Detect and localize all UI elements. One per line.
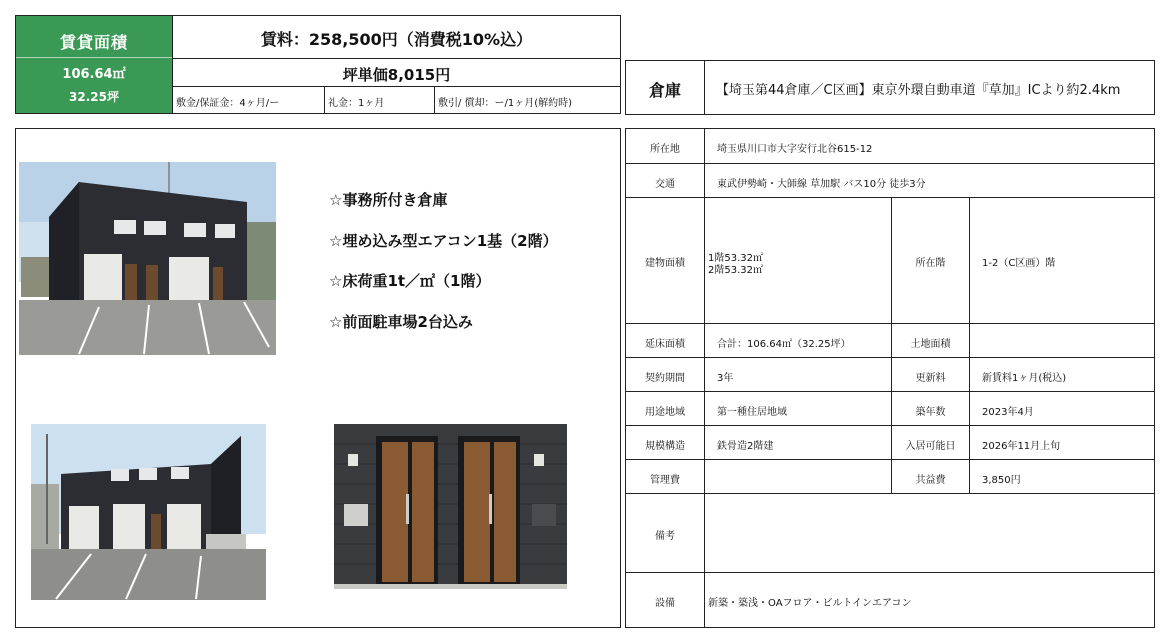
structure-value-cell: [704, 425, 892, 460]
common-fee-label: 共益費: [915, 475, 946, 486]
floor-value: 1-2（C区画）階: [982, 258, 1056, 269]
total-area-label: 延床面積: [645, 339, 685, 350]
move-in-label-cell: [891, 425, 970, 460]
location-label: 所在地: [650, 144, 680, 155]
location-label-cell: [625, 128, 705, 164]
total-area-value-cell: [704, 323, 892, 358]
contract-label: 契約期間: [645, 373, 685, 384]
renewal-value-cell: [969, 357, 1155, 392]
contract-label-cell: [625, 357, 705, 392]
mgmt-fee-label: 管理費: [650, 475, 680, 486]
common-fee-label-cell: [891, 459, 970, 494]
equipment-label-cell: [625, 572, 705, 628]
access-label: 交通: [655, 179, 675, 190]
floor-value-cell: [969, 197, 1155, 324]
contract-value-cell: [704, 357, 892, 392]
rent-per-tsubo-cell: [172, 58, 621, 87]
property-type: 倉庫: [648, 81, 681, 100]
renewal-value: 新賃料1ヶ月(税込): [982, 373, 1067, 384]
floor-label-cell: [891, 197, 970, 324]
building-front-photo: [19, 162, 276, 355]
mgmt-fee-value-cell: [704, 459, 892, 494]
move-in-value-cell: [969, 425, 1155, 460]
remarks-label: 備考: [655, 531, 675, 542]
rent-per-tsubo: 坪単価8,015円: [342, 66, 451, 84]
common-fee-value: 3,850円: [982, 475, 1021, 486]
rent-main-cell: [172, 15, 621, 59]
feature-item: ☆床荷重1t／㎡（1階）: [329, 272, 491, 290]
area-sqm: 106.64㎡: [62, 67, 126, 82]
move-in-label: 入居可能日: [905, 441, 956, 452]
zoning-value-cell: [704, 391, 892, 426]
location-value-cell: [704, 128, 1155, 164]
feature-item: ☆埋め込み型エアコン1基（2階）: [329, 232, 558, 250]
key-money-text: 礼金：1ヶ月: [328, 98, 385, 109]
remarks-label-cell: [625, 493, 705, 573]
built-label: 築年数: [915, 407, 946, 418]
photo-panel: [15, 128, 621, 628]
building-area-value-cell: [704, 197, 892, 324]
area-divider: [16, 57, 172, 58]
feature-item: ☆前面駐車場2台込み: [329, 313, 473, 331]
deposit-cell: [172, 86, 325, 114]
area-tsubo: 32.25坪: [69, 90, 119, 104]
floor-label: 所在階: [915, 258, 946, 269]
land-area-label: 土地面積: [910, 339, 951, 350]
discount-text: 敷引/ 償却：ー/1ヶ月(解約時): [438, 98, 573, 109]
area-summary: [15, 15, 173, 114]
renewal-label-cell: [891, 357, 970, 392]
rent-main: 賃料：258,500円（消費税10%込）: [260, 30, 533, 49]
building-area-floor1: 1階53.32㎡: [708, 253, 763, 264]
area-title: 賃貸面積: [59, 33, 128, 52]
total-area-value: 合計：106.64㎡（32.25坪）: [717, 339, 851, 350]
structure-label-cell: [625, 425, 705, 460]
property-type-cell: [625, 60, 705, 115]
common-fee-value-cell: [969, 459, 1155, 494]
building-area-label-cell: [625, 197, 705, 324]
move-in-value: 2026年11月上旬: [982, 441, 1061, 452]
equipment-label: 設備: [655, 598, 675, 609]
deposit-text: 敷金/保証金：4ヶ月/ー: [176, 98, 280, 109]
renewal-label: 更新料: [915, 373, 946, 384]
zoning-label-cell: [625, 391, 705, 426]
building-side-photo: [31, 424, 266, 600]
access-label-cell: [625, 163, 705, 198]
total-area-label-cell: [625, 323, 705, 358]
access-value-cell: [704, 163, 1155, 198]
zoning-label: 用途地域: [645, 407, 685, 418]
built-label-cell: [891, 391, 970, 426]
access-value: 東武伊勢崎・大師線 草加駅 バス10分 徒歩3分: [717, 179, 926, 190]
remarks-value-cell: [704, 493, 1155, 573]
structure-label: 規模構造: [645, 441, 685, 452]
feature-item: ☆事務所付き倉庫: [329, 191, 448, 209]
contract-value: 3年: [717, 373, 734, 384]
property-description-cell: [704, 60, 1155, 115]
mgmt-fee-label-cell: [625, 459, 705, 494]
building-area-floor2: 2階53.32㎡: [708, 265, 763, 276]
building-area-label: 建物面積: [645, 258, 685, 269]
location-value: 埼玉県川口市大字安行北谷615-12: [717, 144, 873, 155]
zoning-value: 第一種住居地域: [717, 407, 787, 418]
structure-value: 鉄骨造2階建: [717, 441, 774, 452]
property-description: 【埼玉第44倉庫／C区画】東京外環自動車道『草加』ICより約2.4km: [716, 83, 1121, 98]
built-value-cell: [969, 391, 1155, 426]
land-area-label-cell: [891, 323, 970, 358]
discount-cell: [434, 86, 621, 114]
built-value: 2023年4月: [982, 407, 1034, 418]
entrance-door-photo: [334, 424, 567, 589]
key-money-cell: [324, 86, 435, 114]
equipment-value: 新築・築浅・OAフロア・ビルトインエアコン: [708, 598, 912, 609]
equipment-value-cell: [704, 572, 1155, 628]
land-area-value-cell: [969, 323, 1155, 358]
